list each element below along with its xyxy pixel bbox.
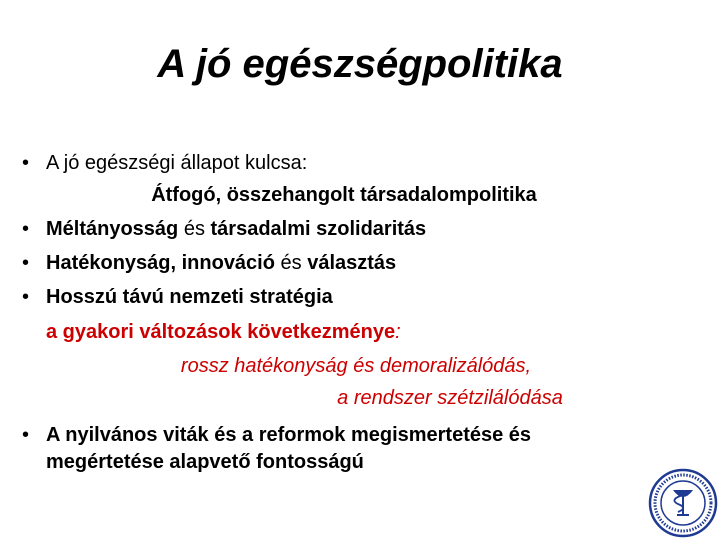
slide-title: A jó egészségpolitika bbox=[157, 42, 563, 86]
bullet-3-part-2: és bbox=[274, 252, 308, 274]
bullet-4-consequence-text: a gyakori változások következménye bbox=[46, 321, 396, 343]
bullet-3-part-3: választás bbox=[307, 252, 397, 274]
bullet-4-effect-2: a rendszer szétzilálódása bbox=[337, 387, 563, 409]
bullet-5-text: A nyilvános viták és a reformok megismertetése és bbox=[46, 424, 532, 446]
bullet-2-text bbox=[46, 217, 426, 241]
bullet-4-effect-1: rossz hatékonyság és demoralizálódás, bbox=[180, 355, 532, 377]
bullet-marker: • bbox=[22, 218, 30, 240]
bullet-2-part-3: társadalmi szolidaritás bbox=[210, 218, 427, 240]
bullet-marker: • bbox=[22, 286, 30, 308]
bullet-4-consequence bbox=[46, 320, 401, 344]
bullet-marker: • bbox=[22, 424, 30, 446]
bullet-2-part-2: és bbox=[178, 218, 211, 240]
bullet-3-part-1: Hatékonyság, innováció bbox=[46, 252, 275, 274]
bullet-2-part-1: Méltányosság bbox=[46, 218, 179, 240]
bullet-1-text: A jó egészségi állapot kulcsa: bbox=[46, 152, 308, 174]
bullet-3-text bbox=[46, 251, 396, 275]
bullet-marker: • bbox=[22, 252, 30, 274]
bullet-marker: • bbox=[22, 152, 30, 174]
bullet-1-subtext: Átfogó, összehangolt társadalompolitika bbox=[151, 184, 537, 206]
seal-caduceus-icon bbox=[648, 468, 718, 538]
bullet-5-text-cont: megértetése alapvető fontosságú bbox=[46, 451, 364, 473]
bullet-4-text: Hosszú távú nemzeti stratégia bbox=[46, 286, 333, 308]
bullet-4-consequence-colon: : bbox=[395, 321, 401, 343]
